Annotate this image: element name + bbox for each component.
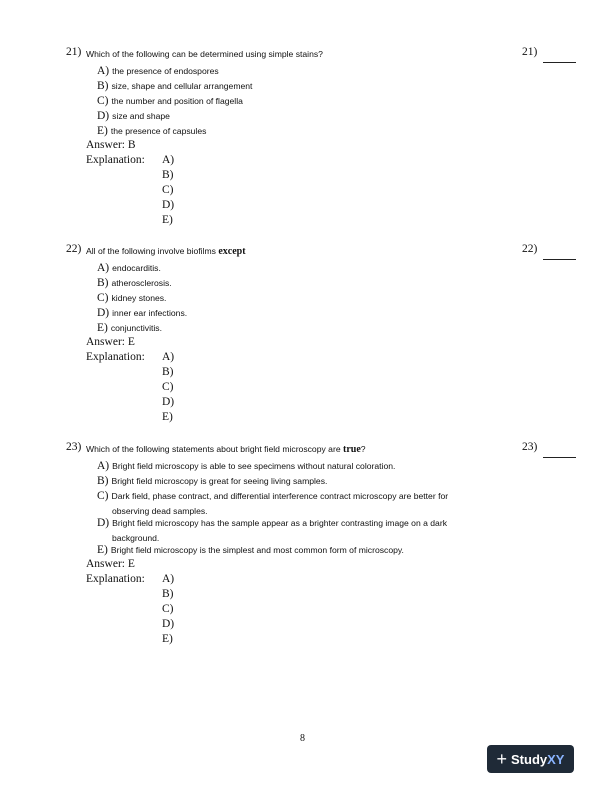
- question-emphasis: except: [218, 246, 246, 257]
- answer-blank[interactable]: [543, 457, 576, 458]
- explanation-item: A): [162, 154, 175, 166]
- answer-line: Answer: B: [86, 139, 136, 151]
- explanation-label: Explanation:: [86, 351, 145, 363]
- option-c: C) kidney stones.: [97, 292, 167, 304]
- page-number: 8: [300, 733, 305, 744]
- option-a: A) endocarditis.: [97, 262, 161, 274]
- logo-text-xy: XY: [547, 751, 565, 767]
- explanation-item: B): [162, 169, 174, 181]
- answer-slot-number: 23): [522, 441, 538, 453]
- explanation-item: D): [162, 396, 175, 408]
- explanation-item: D): [162, 199, 175, 211]
- answer-line: Answer: E: [86, 336, 135, 348]
- option-c: C) the number and position of flagella: [97, 95, 243, 107]
- explanation-item: E): [162, 411, 173, 423]
- question-number: 23): [66, 441, 82, 453]
- plus-icon: +: [496, 749, 508, 769]
- option-d: D) Bright field microscopy has the sample appear as a brighter contrasting image on a dark background.: [97, 517, 447, 543]
- explanation-item: B): [162, 366, 174, 378]
- answer-slot-number: 21): [522, 46, 538, 58]
- option-e: E) the presence of capsules: [97, 125, 207, 137]
- studyxy-logo[interactable]: [487, 745, 574, 773]
- question-emphasis: true: [342, 444, 361, 455]
- explanation-item: A): [162, 573, 175, 585]
- question-text: Which of the following statements about bright field microscopy are true?: [86, 444, 366, 455]
- explanation-item: C): [162, 184, 174, 196]
- answer-blank[interactable]: [543, 62, 576, 63]
- logo-text-study: Study: [511, 751, 548, 767]
- answer-blank[interactable]: [543, 259, 576, 260]
- option-b: B) size, shape and cellular arrangement: [97, 80, 253, 92]
- option-e: E) Bright field microscopy is the simplest and most common form of microscopy.: [97, 544, 404, 556]
- question-number: 22): [66, 243, 82, 255]
- option-d: D) inner ear infections.: [97, 307, 188, 319]
- question-text: Which of the following can be determined using simple stains?: [86, 49, 323, 59]
- explanation-label: Explanation:: [86, 573, 145, 585]
- option-b: B) Bright field microscopy is great for seeing living samples.: [97, 475, 328, 487]
- question-number: 21): [66, 46, 82, 58]
- option-a: A) the presence of endospores: [97, 65, 219, 77]
- answer-line: Answer: E: [86, 558, 135, 570]
- explanation-item: C): [162, 603, 174, 615]
- option-d: D) size and shape: [97, 110, 170, 122]
- explanation-item: D): [162, 618, 175, 630]
- option-b: B) atherosclerosis.: [97, 277, 172, 289]
- option-c: C) Dark field, phase contract, and differential interference contract microscopy are better for observing dead samples.: [97, 490, 449, 516]
- explanation-item: A): [162, 351, 175, 363]
- explanation-item: C): [162, 381, 174, 393]
- option-a: A) Bright field microscopy is able to see specimens without natural coloration.: [97, 460, 396, 472]
- explanation-item: E): [162, 214, 173, 226]
- question-text: All of the following involve biofilms except: [86, 246, 246, 257]
- explanation-item: B): [162, 588, 174, 600]
- explanation-item: E): [162, 633, 173, 645]
- answer-slot-number: 22): [522, 243, 538, 255]
- option-e: E) conjunctivitis.: [97, 322, 162, 334]
- explanation-label: Explanation:: [86, 154, 145, 166]
